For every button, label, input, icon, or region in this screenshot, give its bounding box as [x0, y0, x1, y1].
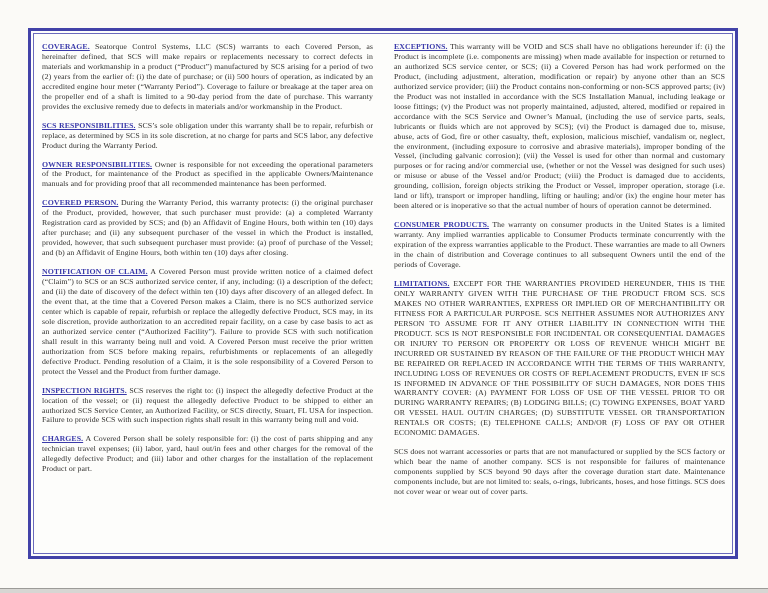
document-border-frame	[28, 28, 738, 559]
section-heading: EXCEPTIONS.	[394, 42, 448, 51]
section-body: This warranty will be VOID and SCS shall have no obligations hereunder if: (i) the Product is incomplete (i.e. components are missing) when made available for inspection or returned to an authorized SCS service center, or SCS; (ii) a Covered Person has had work performed on the Product, (including adjustment, alteration, modification or repair) by anyone other than an SCS authorized service provider; (iii) the Product contains non-conforming or non-SCS approved parts; (iv) the Product was not installed in accordance with the SCS Installation Manual, including leakage or loose fittings; (v) the Product was not properly maintained, adjusted, altered, modified or repaired in accordance with the SCS Service and Owner’s Manual, (including the use of service parts, seals, lubricants or fluids which are not approved by SCS); (vi) the Product is damaged due to, misuse, abuse, acts of God, fire or other casualty, theft, explosion, malicious mischief, vandalism or, neglect, the environment, (including exposure to corrosive and abrasive materials), improper bonding of the Vessel, (including galvanic corrosion); (vii) the Vessel is used for other than normal and customary purposes or for racing and/or commercial use, (whether or not the Vessel was designed for such uses) or misuse or abuse of the Vessel and/or Product; (viii) the Product is damaged due to accidents, grounding, collision, foreign objects striking the Product or Vessel, improper operation, storage (i.e. land or lift), transport or improper handling, lifting or hauling; and/or (ix) the engine hour meter has been altered or is inoperative so that the actual number of hours of operation cannot be determined.	[394, 42, 725, 211]
section-heading: CONSUMER PRODUCTS.	[394, 220, 490, 230]
section-heading: OWNER RESPONSIBILITIES.	[42, 159, 153, 169]
section-notification-of-claim	[42, 267, 373, 376]
section-accessories-disclaimer	[394, 447, 725, 497]
section-charges	[42, 434, 373, 474]
section-body: During the Warranty Period, this warranty protects: (i) the original purchaser of the Product, provided, however, that such purchaser must provide: (a) a completed Warranty Registration card as provided by SCS; and (b) an Affidavit of Engine Hours, both within ten (10) days after purchase; and (ii) any subsequent purchaser of the vessel in which the Product is installed, provided, however, that such subsequent purchaser must provide: (a) proof of purchase of the Vessel; and (b) an Affidavit of Engine Hours, both within ten (10) days after closing.	[42, 198, 373, 258]
section-heading: INSPECTION RIGHTS.	[42, 385, 127, 395]
section-owner-responsibilities	[42, 160, 373, 190]
section-body: SCS reserves the right to: (i) inspect the allegedly defective Product at the location of the vessel; or (ii) request the allegedly defective Product to be shipped to either an authorized SCS Service Center, an Authorized Facility, or SCS directly, Stuart, FL USA for inspection. Failure to provide SCS with such inspection rights shall result in this warranty being null and void.	[42, 385, 374, 425]
section-heading: LIMITATIONS.	[394, 278, 450, 288]
section-heading: COVERED PERSON.	[42, 198, 119, 208]
section-exceptions	[394, 42, 725, 211]
section-body: A Covered Person shall be solely responsible for: (i) the cost of parts shipping and any technician travel expenses; (ii) labor, yard, haul out/in fees and other charges for the removal of the allegedly defective Product; and (iii) labor and other charges for the installation of the replacement Product or part.	[42, 434, 373, 474]
section-heading: COVERAGE.	[42, 42, 90, 51]
section-body: A Covered Person must provide written notice of a claimed defect (“Claim”) to SCS or an SCS authorized service center, if any, including: (i) a description of the defect; and (ii) the date of discovery of the defect within ten (10) days after discovery of an alleged defect. In the event that, at the time that a Covered Person makes a Claim, there is no SCS authorized service center which is capable of repair, refurbish or replace the allegedly defective Product, SCS may, in its sole discretion, provide authorization to an accredited repair facility, on a case by case basis to act as an authorized service center (“Authorized Facility”). Failure to provide SCS with such notification shall result in this warranty being null and void. A Covered Person must receive the prior written authorization from SCS before making repairs, refurbishments or replacements of an allegedly defective Product. Pending resolution of a Claim, it is the sole responsibility of a Covered Person to protect the Vessel and the Product from further damage.	[42, 267, 373, 376]
section-inspection-rights	[42, 386, 373, 426]
section-body: The warranty on consumer products in the United States is a limited warranty. Any implied warranties applicable to Consumer Products terminate concurrently with the expiration of the express warranties applicable to the Product. These warranties are made to all Owners in the chain of distribution and Coverage continues to all subsequent Owners until the end of the periods of Coverage.	[394, 220, 726, 270]
section-body: EXCEPT FOR THE WARRANTIES PROVIDED HEREUNDER, THIS IS THE ONLY WARRANTY GIVEN WITH THE PURCHASE OF THE PRODUCT FROM SCS. SCS MAKES NO OTHER WARRANTIES, EXPRESS OR IMPLIED OR OF MERCHANTIBILITY OR FITNESS FOR A PARTICULAR PURPOSE. SCS NEITHER ASSUMES NOR AUTHORIZES ANY PERSON TO ASSUME FOR IT ANY OTHER LIABILITY IN CONNECTION WITH THE PRODUCT. SCS IS NOT RESPONSIBLE FOR INCIDENTAL OR CONSEQUENTIAL DAMAGES OR INJURY TO PERSON OR PROPERTY OR LOSS OF REVENUE WHICH MIGHT BE INCURRED OR SUSTAINED BY REASON OF THE FAILURE OF THE PRODUCT WHICH MAY BE REPAIRED OR REPLACED IN ACCORDANCE WITH THE TERMS OF THIS WARRANTY, INCLUDING LOSS OF REVENUES OR COSTS OF REPLACEMENT PRODUCTS, EVEN IF SCS IS INFORMED IN ADVANCE OF THE POSSIBILITY OF SUCH DAMAGES, NOR DOES THIS WARRANTY COVER: (A) PAYMENT FOR LOSS OF USE OF THE VESSEL PRIOR TO OR DURING WARRANTY REPAIRS; (B) LODGING BILLS; (C) TOWING EXPENSES, BOAT YARD OR VESSEL HAUL OUT/IN CHARGES; (D) SUBSTITUTE VESSEL OR TRANSPORTATION RENTALS OR COSTS; (E) TELEPHONE CALLS; AND/OR (F) LOSS OF PAY OR OTHER ECONOMIC DAMAGES.	[394, 278, 725, 438]
section-covered-person	[42, 198, 373, 258]
section-consumer-products	[394, 220, 725, 270]
scan-edge-strip	[0, 588, 768, 593]
section-scs-responsibilities	[42, 121, 373, 151]
section-heading: NOTIFICATION OF CLAIM.	[42, 267, 148, 277]
section-body: Owner is responsible for not exceeding the operational parameters of the Product, for maintenance of the Product as specified in the applicable Owners/Maintenance manuals and for providing proof that all recommended maintenance has been performed.	[42, 159, 373, 189]
section-heading: SCS RESPONSIBILITIES.	[42, 120, 136, 130]
section-heading: CHARGES.	[42, 434, 84, 444]
section-limitations	[394, 279, 725, 438]
section-body: Seatorque Control Systems, LLC (SCS) warrants to each Covered Person, as hereinafter defined, that SCS will make repairs or replacements necessary to correct defects in materials and workmanship in a product (“Product”) manufactured by SCS arising for a period of two (2) years from the earlier of: (i) the date of purchase; or (ii) 500 hours of operation, as indicated by an accredited engine hour meter (“Warranty Period”). Coverage to failure or breakage at the taper area on the propeller end of a shaft is limited to a 90-day period from the date of purchase. This warranty provides the exclusive remedy due to defects in materials and/or workmanship in the Product.	[42, 42, 374, 111]
section-coverage	[42, 42, 373, 112]
document-inner-frame	[33, 33, 733, 554]
section-body: SCS’s sole obligation under this warranty shall be to repair, refurbish or replace, as determined by SCS in its sole discretion, at no charge for parts and SCS labor, any defective Product during the Warranty Period.	[42, 120, 373, 150]
left-column	[42, 42, 373, 547]
section-body: SCS does not warrant accessories or parts that are not manufactured or supplied by the SCS factory or which bear the name of another company. SCS is not responsible for failures of maintenance components supplied by SCS beyond 90 days after the coverage duration start date. Maintenance components include, but are not limited to: seals, o-rings, lubricants, hoses, and hose fittings. SCS does not cover wear or wear out of cover parts.	[394, 447, 725, 497]
right-column	[394, 42, 725, 547]
two-column-layout	[42, 42, 725, 547]
